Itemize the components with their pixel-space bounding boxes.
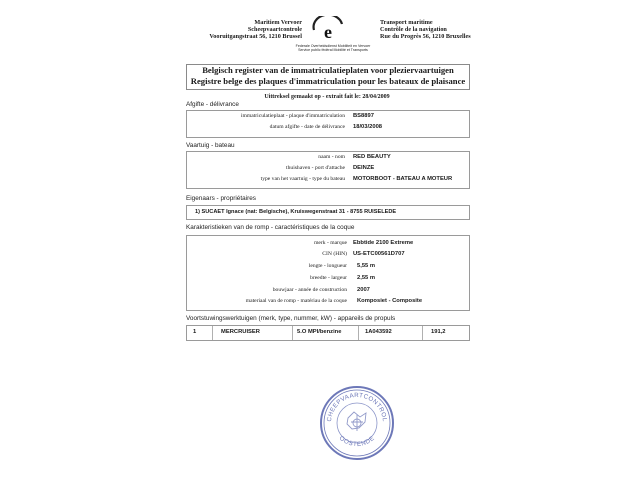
year-value: 2007 [357, 287, 370, 293]
owners-heading: Eigenaars - propriétaires [186, 195, 256, 202]
stamp-top-text: CHEEPVAARTCONTROL [325, 391, 389, 423]
header-left [187, 19, 302, 40]
vessel-label: naam - nom [318, 154, 345, 160]
federal-logo [308, 16, 348, 44]
engine-type: 5.O MPI/benzine [297, 329, 342, 335]
width-value: 2,55 m [357, 275, 376, 281]
cin-value: US-ETC00561D707 [353, 251, 405, 257]
engine-kw: 191,2 [431, 329, 446, 335]
hull-label: lengte - longueur [308, 263, 347, 269]
length-value: 5,55 m [357, 263, 376, 269]
svg-text:OOSTENDE [338, 435, 376, 448]
material-value: Komposiet - Composite [357, 298, 423, 304]
propulsion-heading: Voortstuwingswerktuigen (merk, type, nummer, kW) - appareils de propuls [186, 315, 396, 322]
extract-date: Uittreksel gemaakt op - extrait fait le: 28/04/2009 [264, 94, 390, 100]
federal-line: Federale Overheidsdienst Mobiliteit en Vervoer [295, 44, 371, 48]
federal-line: Service public fédéral Mobilité et Transports [298, 48, 368, 53]
vessel-box [186, 151, 470, 189]
header-right [380, 19, 510, 40]
vessel-label: type van het vaartuig - type du bateau [260, 176, 345, 182]
hull-label: materiaal van de romp - matériau de la coque [245, 298, 347, 304]
engine-index: 1 [193, 329, 197, 335]
title-line-fr: Registre belge des plaques d'immatriculation pour les bateaux de plaisance [190, 75, 466, 86]
header-right-line: Transport maritime [380, 19, 433, 26]
owner-line: 1) SUCAET Ignace (nat: Belgische), Kruiswegenstraat 31 - 8755 RUISELEDE [195, 209, 397, 215]
hull-label: merk - marque [314, 240, 347, 246]
hull-box [186, 235, 470, 311]
hull-label: CIN (HIN) [322, 251, 347, 257]
vessel-type-value: MOTORBOOT - BATEAU A MOTEUR [353, 176, 453, 182]
issuance-box [186, 110, 470, 138]
header-right-line: Rue du Progrès 56, 1210 Bruxelles [380, 33, 471, 40]
propulsion-row [186, 325, 470, 341]
federal-caption [288, 44, 378, 53]
hull-label: bouwjaar - année de construction [272, 287, 347, 293]
stamp-bottom-text: OOSTENDE [337, 434, 377, 449]
plate-value: BS8897 [353, 113, 374, 119]
issuance-label: datum afgifte - date de délivrance [269, 124, 345, 130]
title-line-nl: Belgisch register van de immatriculatieplaten voor pleziervaartuigen [202, 65, 454, 75]
logo-icon [308, 16, 348, 44]
hull-label: breedte - largeur [310, 275, 347, 281]
engine-number: 1A043592 [365, 329, 392, 335]
official-stamp [318, 384, 396, 462]
vessel-heading: Vaartuig - bateau [186, 142, 235, 149]
hull-heading: Karakteristieken van de romp - caractéristiques de la coque [186, 224, 355, 231]
owners-box [186, 205, 470, 220]
vessel-label: thuishaven - port d'attache [286, 165, 345, 171]
header-left-line: Maritiem Vervoer [254, 19, 302, 26]
header-right-line: Contrôle de la navigation [380, 26, 447, 33]
engine-brand: MERCRUISER [221, 329, 260, 335]
header-left-line: Scheepvaartcontrole [247, 26, 302, 33]
home-port-value: DEINZE [353, 165, 375, 171]
vessel-name-value: RED BEAUTY [353, 154, 391, 160]
issuance-label: immatriculatieplaat - plaque d'immatriculation [241, 113, 345, 119]
register-title [186, 64, 470, 90]
stamp-seal-icon [318, 384, 396, 462]
header-left-line: Vooruitgangstraat 56, 1210 Brussel [209, 33, 302, 40]
logo-letter: e [324, 22, 332, 42]
issuance-heading: Afgifte - délivrance [186, 101, 239, 108]
issue-date-value: 18/03/2008 [353, 124, 383, 130]
brand-value: Ebbtide 2100 Extreme [353, 240, 414, 246]
